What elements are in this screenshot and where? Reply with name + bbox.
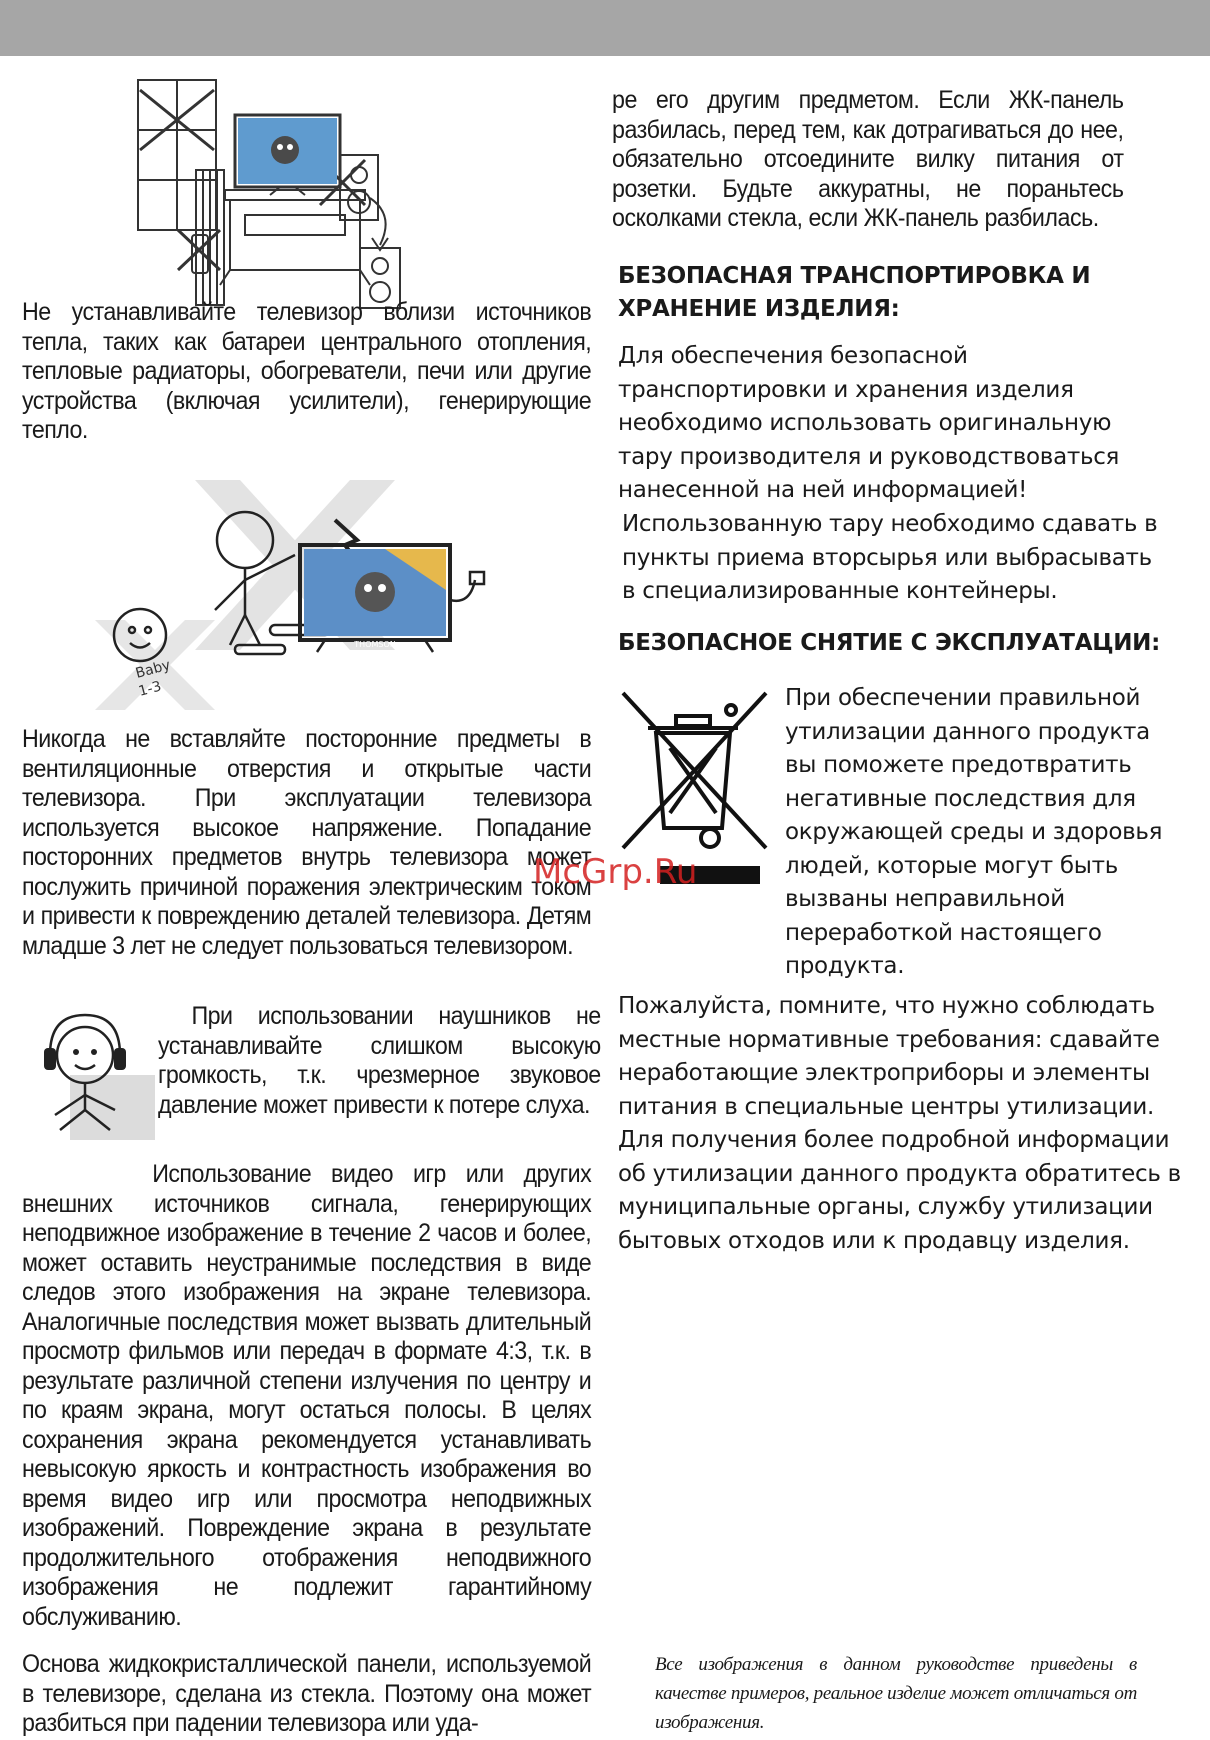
tv-brand-label: THOMSON	[354, 640, 396, 649]
glass-warning-start-text: Основа жидкокристаллической панели, используемой в телевизоре, сделана из стекла. Поэтому она может разбиться при падении телевизора или уда-	[22, 1650, 592, 1737]
objects-warning-text: Никогда не вставляйте посторонние предметы в вентиляционные отверстия и открытые части телевизора. При эксплуатации телевизора используется высокое напряжение. Попадание посторонних предметов внутрь телевизора может послужить причиной поражения электрическим током и привести к повреждению деталей телевизора. Детям младше 3 лет не следует пользоваться телевизором.	[22, 725, 592, 960]
transport-heading: БЕЗОПАСНАЯ ТРАНСПОРТИРОВКА И ХРАНЕНИЕ ИЗДЕЛИЯ:	[618, 263, 1091, 322]
transport-text-1: Для обеспечения безопасной транспортировки и хранения изделия необходимо использовать оригинальную тару производителя и руководствоваться нанесенной на ней информацией!	[618, 343, 1120, 503]
watermark-text: McGrp.Ru	[533, 852, 698, 892]
child-age-label-2: 1-3	[136, 678, 164, 700]
static-image-warning-text: Использование видео игр или других внешних источников сигнала, генерирующих неподвижное изображение в течение 2 часов и более, может оставить неустранимые последствия в виде следов этого изображения на экране телевизора. Аналогичные последствия может вызвать длительный просмотр фильмов или передач в формате 4:3, т.к. в результате различной степени излучения по центру и по краям экрана, могут остаться полосы. В целях сохранения экрана рекомендуется устанавливать невысокую яркость и контрастность изображения во время видео игр или просмотра неподвижных изображений. Повреждение экрана в результате продолжительного отображения неподвижного изображения не подлежит гарантийному обслуживанию.	[22, 1160, 592, 1631]
headphones-warning-text: При использовании наушников не устанавливайте слишком высокую громкость, т.к. чрезмерное звуковое давление может привести к потере слуха.	[158, 1002, 601, 1119]
disposal-heading: БЕЗОПАСНОЕ СНЯТИЕ С ЭКСПЛУАТАЦИИ:	[618, 630, 1161, 656]
child-age-label-1: Baby	[133, 657, 173, 682]
regulations-text: Пожалуйста, помните, что нужно соблюдать местные нормативные требования: сдавайте неработающие электроприборы и элементы питания в специальные центры утилизации. Для получения более подробной информации об утилизации данного продукта обратитесь в муниципальные органы, службу утилизации бытовых отходов или к продавцу изделия.	[618, 993, 1181, 1254]
heat-warning-text: Не устанавливайте телевизор вблизи источников тепла, таких как батареи центрального отопления, тепловые радиаторы, обогреватели, печи или другие устройства (включая усилители), генерирующие тепло.	[22, 298, 592, 444]
header-bar	[0, 0, 1210, 56]
images-disclaimer-note: Все изображения в данном руководстве приведены в качестве примеров, реальное изделие может отличаться от изображения.	[655, 1654, 1137, 1733]
transport-text-2: Использованную тару необходимо сдавать в пункты приема вторсырья или выбрасывать в специализированные контейнеры.	[622, 511, 1158, 604]
disposal-text: При обеспечении правильной утилизации данного продукта вы поможете предотвратить негативные последствия для окружающей среды и здоровья людей, которые могут быть вызваны неправильной переработкой настоящего продукта.	[785, 685, 1163, 979]
children-tv-illustration	[95, 480, 500, 710]
glass-warning-end-text: ре его другим предметом. Если ЖК-панель разбилась, перед тем, как дотрагиваться до нее, обязательно отсоедините вилку питания от розетки. Будьте аккуратны, не пораньтесь осколками стекла, если ЖК-панель разбилась.	[612, 86, 1124, 232]
heat-sources-illustration	[120, 70, 450, 320]
headphones-illustration	[30, 1010, 160, 1145]
